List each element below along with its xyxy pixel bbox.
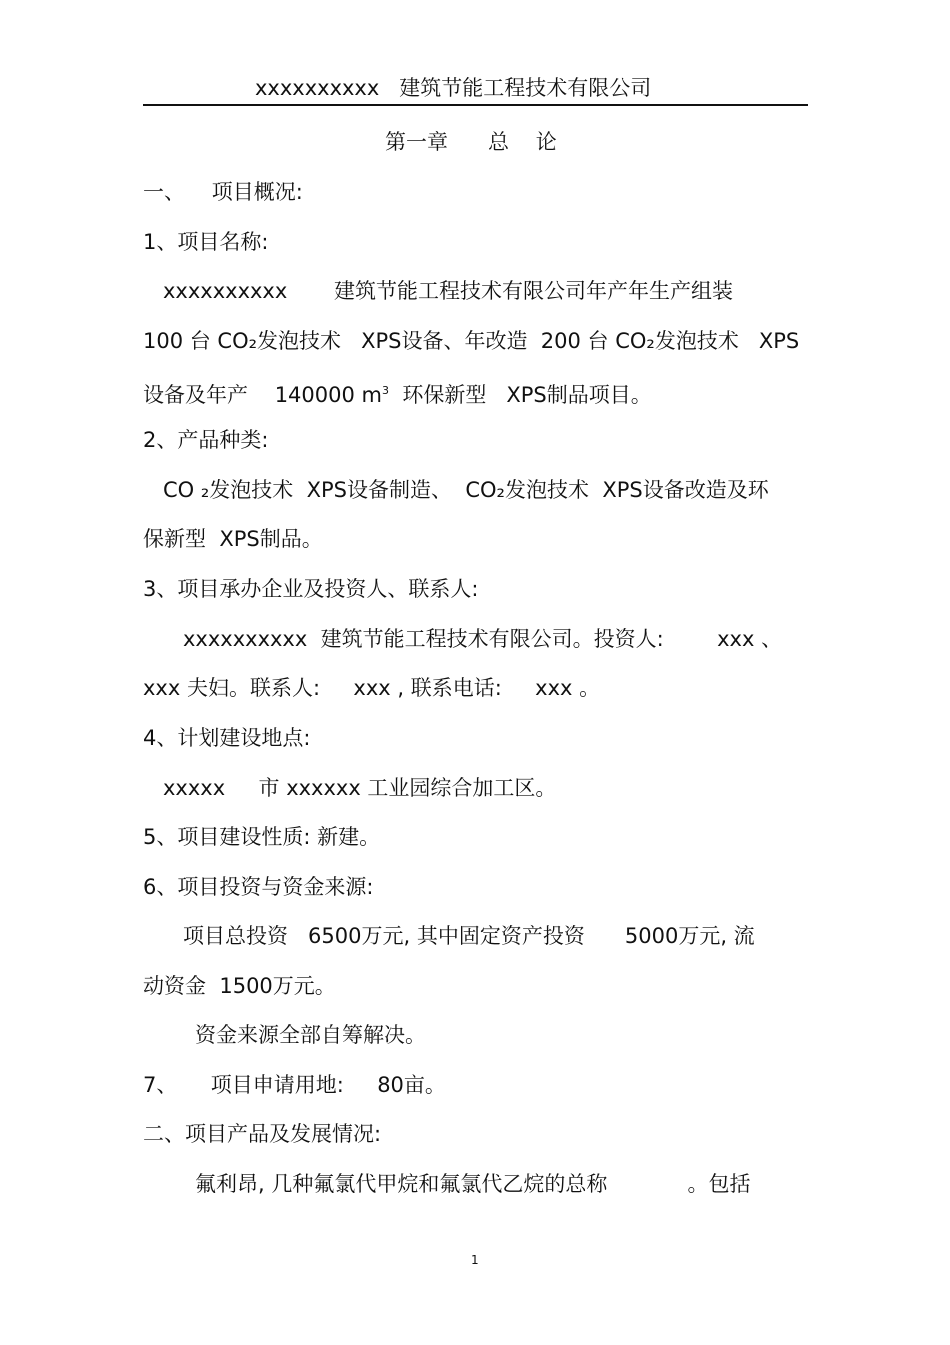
paragraph-line: 项目总投资 6500万元, 其中固定资产投资 5000万元, 流 [183, 924, 755, 948]
paragraph-line: 动资金 1500万元。 [143, 974, 336, 998]
section-heading-2: 二、项目产品及发展情况: [143, 1122, 382, 1146]
item-label-location: 4、计划建设地点: [143, 726, 311, 750]
paragraph-line: CO ₂发泡技术 XPS设备制造、 CO₂发泡技术 XPS设备改造及环 [163, 478, 769, 502]
paragraph-line: xxxxx 市 xxxxxx 工业园综合加工区。 [163, 776, 557, 800]
paragraph-line: xxxxxxxxxx 建筑节能工程技术有限公司年产年生产组装 [163, 279, 734, 303]
item-label-product-type: 2、产品种类: [143, 428, 269, 452]
page-number: 1 [471, 1253, 479, 1267]
item-label-investment: 6、项目投资与资金来源: [143, 875, 374, 899]
item-label-undertaker: 3、项目承办企业及投资人、联系人: [143, 577, 479, 601]
paragraph-line [143, 377, 652, 409]
superscript-3: 3 [382, 384, 389, 397]
section-heading-1: 一、 项目概况: [143, 180, 303, 204]
paragraph-line: 资金来源全部自筹解决。 [195, 1023, 426, 1047]
paragraph-line: xxx 夫妇。联系人: xxx , 联系电话: xxx 。 [143, 676, 601, 700]
paragraph-line: 100 台 CO₂发泡技术 XPS设备、年改造 200 台 CO₂发泡技术 XPS [143, 329, 800, 353]
chapter-title: 第一章 总 论 [385, 130, 557, 154]
header-rule [143, 104, 808, 106]
item-construction-nature: 5、项目建设性质: 新建。 [143, 825, 381, 849]
paragraph-line: xxxxxxxxxx 建筑节能工程技术有限公司。投资人: xxx 、 [183, 627, 783, 651]
text-run: 环保新型 XPS制品项目。 [389, 383, 652, 407]
paragraph-line: 保新型 XPS制品。 [143, 527, 323, 551]
paragraph-line: 氟利昂, 几种氟氯代甲烷和氟氯代乙烷的总称 。包括 [195, 1172, 751, 1196]
item-label-project-name: 1、项目名称: [143, 230, 269, 254]
item-land-use: 7、 项目申请用地: 80亩。 [143, 1073, 446, 1097]
running-header: xxxxxxxxxx 建筑节能工程技术有限公司 [255, 76, 652, 100]
text-run: 设备及年产 140000 m [143, 383, 382, 407]
